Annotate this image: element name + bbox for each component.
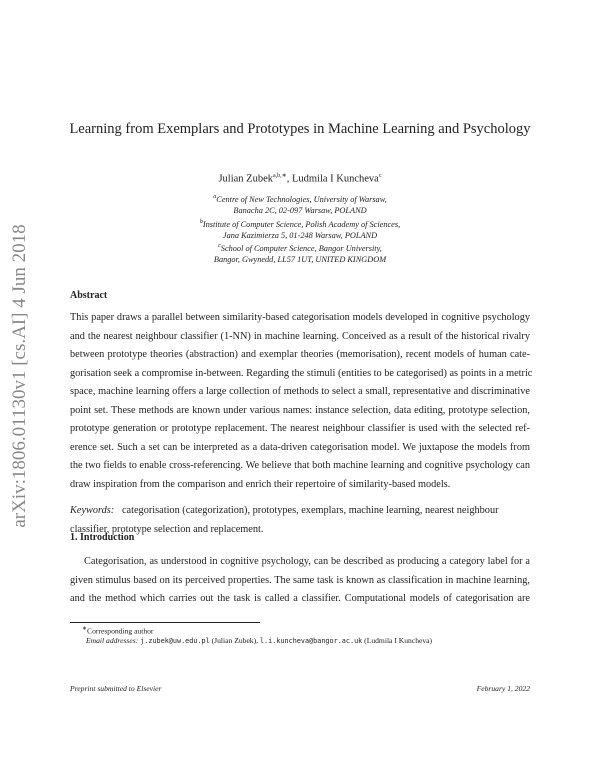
aff-line: Centre of New Technologies, University of Warsaw, — [216, 194, 387, 204]
authors — [0, 172, 600, 185]
abstract-line: This paper draws a parallel between similarity-based categorisation models developed in cognitive psychology — [70, 312, 530, 323]
keywords-label: Keywords: — [70, 505, 115, 516]
affiliation — [0, 217, 600, 242]
aff-line: Banacha 2C, 02-097 Warsaw, POLAND — [233, 206, 367, 216]
abstract-line: the two fields to enable cross-referencing. We believe that both machine learning and cognitive psychology can — [70, 460, 530, 471]
fn-sup: ∗ — [82, 626, 88, 632]
footnote-corresponding — [82, 625, 153, 636]
keywords-cont: classifier, prototype selection and replacement. — [70, 523, 264, 535]
abstract-line: prototype generation or prototype replacement. The nearest neighbour classifier is used with the selected ref- — [70, 423, 530, 434]
section-heading: 1. Introduction — [70, 532, 135, 543]
abstract-line: gorisation seek a compromise in-between. Regarding the stimuli (entities to be categorised) as points in a metric — [70, 367, 533, 379]
abstract-line: and the nearest neighbour classifier (1-NN) in machine learning. Conceived as a result of the historical rivalry — [70, 330, 530, 342]
abstract-line: erence set. Such a set can be interpreted as a data-driven categorisation model. We juxtapose the models from — [70, 441, 530, 453]
aff-sup: c — [218, 243, 221, 250]
affiliation — [0, 192, 600, 217]
aff-line: Jana Kazimierza 5, 01-248 Warsaw, POLAND — [222, 230, 378, 240]
intro-line: and the method which carries out the task is called a classifier. Computational models of categorisation are — [70, 593, 530, 604]
author-sep: , — [286, 173, 292, 185]
arxiv-stamp: arXiv:1806.01130v1 [cs.AI] 4 Jun 2018 — [9, 224, 30, 528]
intro-line: given stimulus based on its perceived properties. The same task is known as classification in machine learning, — [70, 574, 530, 586]
abstract-line: draw inspiration from the comparison and enrich their repertoire of similarity-based models. — [70, 478, 451, 490]
footnote-emails — [86, 636, 432, 645]
abstract-line: point set. These methods are known under various names: instance selection, data editing, prototype selection, — [70, 404, 530, 416]
author-name: Ludmila I Kuncheva — [291, 173, 379, 185]
keywords-text: categorisation (categorization), prototypes, exemplars, machine learning, nearest neighbour — [121, 505, 499, 516]
footer-left: Preprint submitted to Elsevier — [70, 684, 162, 693]
email-link[interactable]: l.i.kuncheva@bangor.ac.uk — [259, 637, 363, 645]
aff-sup: b — [199, 218, 203, 225]
email-name: (Julian Zubek), — [211, 636, 259, 645]
aff-line: School of Computer Science, Bangor University, — [220, 243, 382, 253]
email-name: (Ludmila I Kuncheva) — [364, 636, 433, 645]
email-label: Email addresses: — [86, 636, 139, 645]
keywords — [70, 505, 530, 516]
aff-sup: a — [213, 194, 217, 200]
author-name: Julian Zubek — [218, 173, 273, 185]
footer-date: February 1, 2022 — [476, 684, 530, 693]
affiliation — [0, 241, 600, 266]
footnote-rule — [70, 622, 260, 623]
abstract-line: space, machine learning offers a large collection of methods to select a small, representative and discriminative — [70, 386, 530, 397]
paper-title: Learning from Exemplars and Prototypes in Machine Learning and Psychology — [69, 121, 531, 137]
aff-line: Bangor, Gwynedd, LL57 1UT, UNITED KINGDOM — [213, 255, 387, 265]
intro-line: Categorisation, as understood in cognitive psychology, can be described as producing a category label for a — [84, 556, 530, 567]
email-link[interactable]: j.zubek@uw.edu.pl — [140, 637, 210, 645]
fn-text: Corresponding author — [87, 626, 154, 636]
author-sup: c — [378, 173, 382, 179]
aff-line: Institute of Computer Science, Polish Academy of Sciences, — [202, 219, 401, 229]
abstract-heading: Abstract — [70, 290, 108, 301]
author-sup: a,b,∗ — [273, 173, 287, 179]
abstract-line: between prototype theories (abstraction) and exemplar theories (memorisation), recent models of human cate- — [70, 349, 530, 360]
affiliations — [0, 192, 600, 266]
